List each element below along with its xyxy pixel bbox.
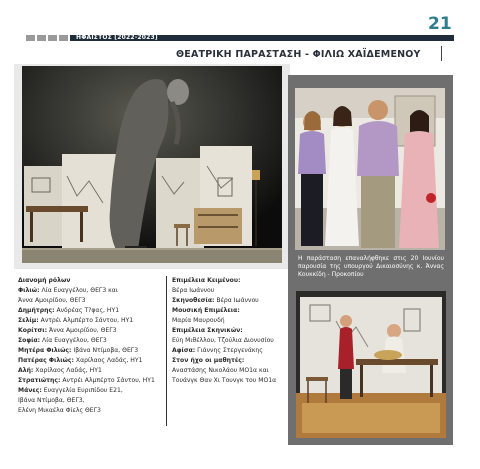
group-photo	[295, 88, 445, 250]
credit-value: Ελένη Μικαέλα Φίελς ΘΕΓ3	[18, 407, 101, 414]
credit-label: Σελίμ:	[18, 317, 39, 324]
credit-value: Βέρα Ιωάννου	[214, 297, 259, 304]
credit-value: Ανδρέας Τ?φας, ΗΥ1	[54, 307, 120, 314]
credit-value: Χαρίλαος Λαδάς, ΗΥ1	[33, 367, 102, 374]
credit-value: Χαρίλαος Λαδάς, ΗΥ1	[73, 357, 143, 364]
credit-line	[18, 306, 166, 316]
credit-label: Κορίτσι:	[18, 327, 48, 334]
credit-value: Ιβάνα Ντίμοβα, ΘΕΓ3,	[18, 397, 85, 404]
page-number: 21	[428, 14, 452, 34]
credit-line	[172, 336, 290, 346]
credit-line	[172, 346, 290, 356]
credit-line	[172, 306, 290, 316]
credit-line	[172, 296, 290, 306]
credit-value: Ιβάνα Ντίμοβα, ΘΕΓ3	[71, 347, 139, 354]
credit-value: Ευαγγελία Ευριπίδου Ε21,	[41, 387, 123, 394]
credit-line	[18, 356, 166, 366]
credit-line	[172, 366, 290, 376]
credit-line	[18, 346, 166, 356]
credit-line	[18, 296, 166, 306]
credit-value: Λία Ευαγγέλου, ΘΕΓ3	[40, 337, 107, 344]
stage-scene-photo	[296, 291, 446, 438]
page-title: ΘΕΑΤΡΙΚΗ ΠΑΡΑΣΤΑΣΗ - ΦΙΛΙΩ ΧΑΪΔΕΜΕΝΟΥ	[176, 49, 421, 60]
credit-line	[18, 386, 166, 396]
credit-line	[172, 376, 290, 386]
credit-label: Στον ήχο οι μαθητές:	[172, 357, 245, 364]
credit-label: Αφίσα:	[172, 347, 196, 354]
credit-label: Διανομή ρόλων	[18, 277, 71, 284]
credit-line	[18, 286, 166, 296]
credit-line	[18, 396, 166, 406]
credit-line	[172, 326, 290, 336]
credit-value: Τουάνγκ Θαν Χι Τουνγκ του ΜΟ1α	[172, 377, 277, 384]
credit-label: Σκηνοθεσία:	[172, 297, 215, 304]
credit-value: Αντρέι Αλμπέρτο Σάντου, ΗΥ1	[60, 377, 155, 384]
title-divider	[441, 46, 442, 61]
credit-label: Μουσική Επιμέλεια:	[172, 307, 240, 314]
credit-label: Στρατιώτης:	[18, 377, 61, 384]
credit-line	[18, 326, 166, 336]
stage-photo	[22, 66, 282, 263]
credit-label: Επιμέλεια Σκηνικών:	[172, 327, 243, 334]
credit-value: Λία Ευαγγέλου, ΘΕΓ3 και	[39, 287, 118, 294]
photo-caption: Η παράσταση επαναλήφθηκε στις 20 Ιουνίου παρουσία της υπουργού Δικαιοσύνης κ. Άννας Κουκκίδη - Προκοπίου	[298, 255, 444, 278]
credit-value: Μαρία Μαυρουδή	[172, 317, 225, 324]
credits-right-column	[172, 276, 290, 386]
credit-label: Δημήτρης:	[18, 307, 55, 314]
credit-value: Γιάννης Στεργενάκης	[195, 347, 263, 354]
credit-value: Άννα Αμοιρίδου, ΘΕΓ3	[18, 297, 86, 304]
credit-line	[18, 376, 166, 386]
credit-label: Μάνες:	[18, 387, 42, 394]
credit-label: Σοφία:	[18, 337, 41, 344]
issue-label: ΗΦΑΙΣΤΟΣ [2022-2023]	[76, 34, 158, 41]
credit-value: Αναστάσης Νικολάου ΜΟ1α και	[172, 367, 269, 374]
credit-line	[18, 366, 166, 376]
credit-line	[18, 316, 166, 326]
credits-left-column	[18, 276, 166, 416]
credit-label: Επιμέλεια Κειμένου:	[172, 277, 241, 284]
credit-value: Άννα Αμοιρίδου, ΘΕΓ3	[47, 327, 117, 334]
credit-line	[18, 406, 166, 416]
credits-divider	[166, 276, 167, 426]
credit-value: Αντρέι Αλμπέρτο Σάντου, ΗΥ1	[38, 317, 134, 324]
credit-value: Εύη Μιθέλλου, Τζούλια Διονυσίου	[172, 337, 274, 344]
credit-value: Βέρα Ιωάννου	[172, 287, 215, 294]
credit-label: Μητέρα Φιλιώς:	[18, 347, 72, 354]
credit-label: Αλή:	[18, 367, 34, 374]
credit-line	[18, 336, 166, 346]
credit-line	[172, 316, 290, 326]
credit-line	[172, 276, 290, 286]
credit-line	[172, 356, 290, 366]
credit-line	[172, 286, 290, 296]
credit-line	[18, 276, 166, 286]
credit-label: Φιλιώ:	[18, 287, 40, 294]
credit-label: Πατέρας Φιλιώς:	[18, 357, 74, 364]
